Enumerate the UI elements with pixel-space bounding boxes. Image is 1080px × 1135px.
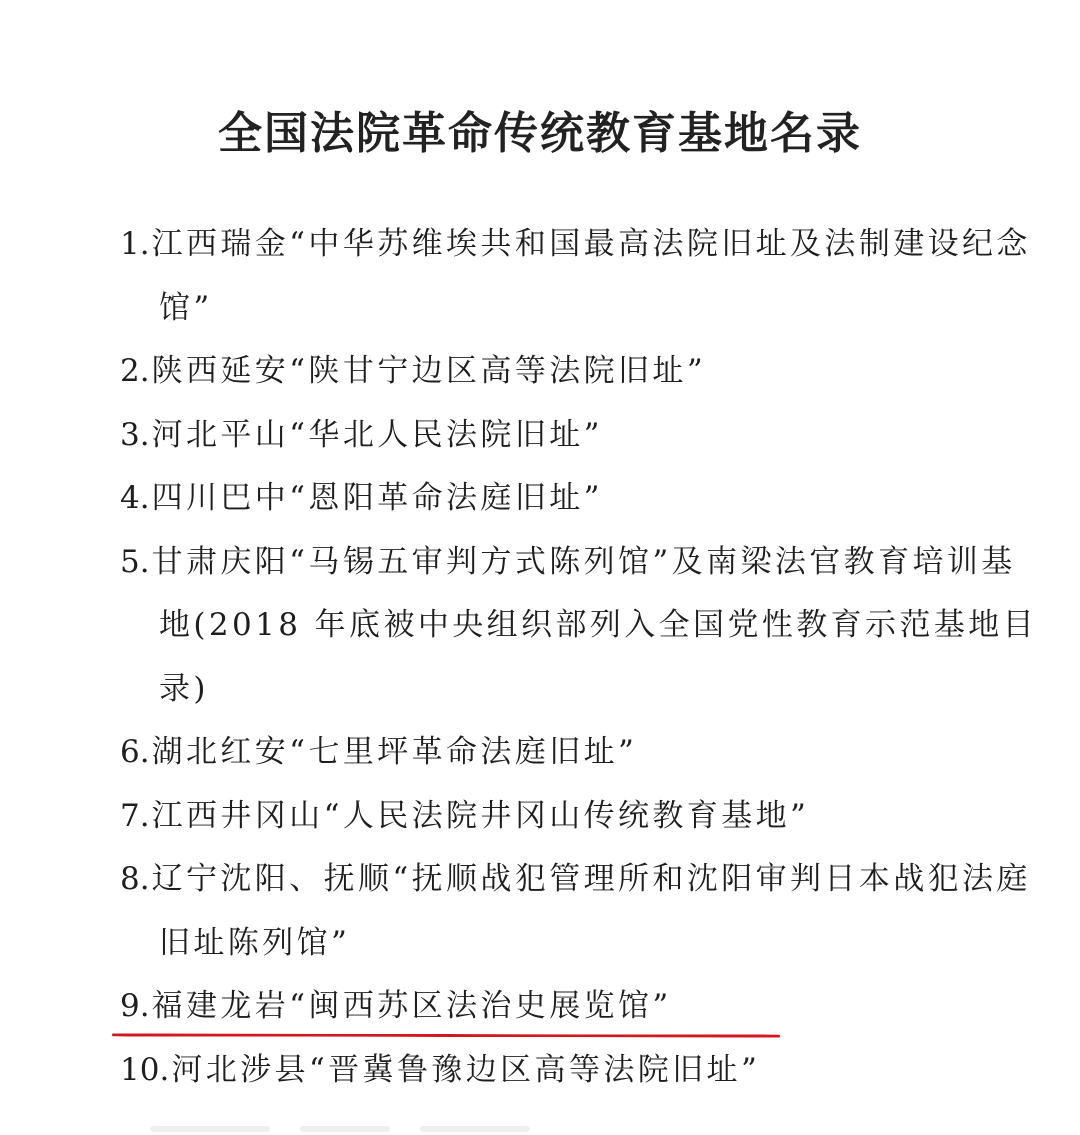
item-number: 6. (120, 734, 150, 770)
item-number: 3. (120, 416, 150, 453)
list-item (120, 340, 1040, 404)
next-page-bleed-mark (300, 1126, 390, 1132)
item-number: 5. (120, 543, 150, 580)
list-item (120, 785, 1040, 849)
item-text: 辽宁沈阳、抚顺“抚顺战犯管理所和沈阳审判日本战犯法庭旧址陈列馆” (151, 861, 1031, 961)
list-item (120, 721, 1040, 785)
item-number: 8. (120, 861, 150, 897)
item-text: 湖北红安“七里坪革命法庭旧址” (151, 734, 638, 770)
item-text: 江西瑞金“中华苏维埃共和国最高法院旧址及法制建设纪念馆” (151, 226, 1031, 326)
item-text: 陕西延安“陕甘宁边区高等法院旧址” (151, 353, 707, 389)
base-list (120, 213, 1040, 1102)
document-title: 全国法院革命传统教育基地名录 (218, 108, 862, 160)
item-number: 10. (120, 1051, 170, 1088)
item-number: 7. (120, 797, 150, 834)
list-item (120, 213, 1040, 340)
list-item (120, 975, 1040, 1039)
item-text: 江西井冈山“人民法院井冈山传统教育基地” (151, 797, 810, 834)
item-text: 河北涉县“晋冀鲁豫边区高等法院旧址” (171, 1051, 761, 1088)
item-number: 4. (120, 480, 150, 516)
next-page-bleed-mark (150, 1126, 270, 1132)
item-number: 2. (120, 353, 150, 389)
list-item (120, 404, 1040, 468)
item-text: 四川巴中“恩阳革命法庭旧址” (151, 480, 603, 516)
item-number: 9. (120, 988, 150, 1024)
next-page-bleed-mark (420, 1126, 530, 1132)
item-text: 福建龙岩“闽西苏区法治史展览馆” (151, 988, 672, 1024)
list-item (120, 531, 1040, 722)
item-text: 河北平山“华北人民法院旧址” (151, 416, 603, 453)
list-item (120, 467, 1040, 531)
item-text: 甘肃庆阳“马锡五审判方式陈列馆”及南梁法官教育培训基地(2018 年底被中央组织部列入全国党性教育示范基地目录) (151, 543, 1038, 707)
list-item-highlighted (120, 1039, 1040, 1103)
list-item (120, 848, 1040, 975)
item-number: 1. (120, 226, 150, 262)
